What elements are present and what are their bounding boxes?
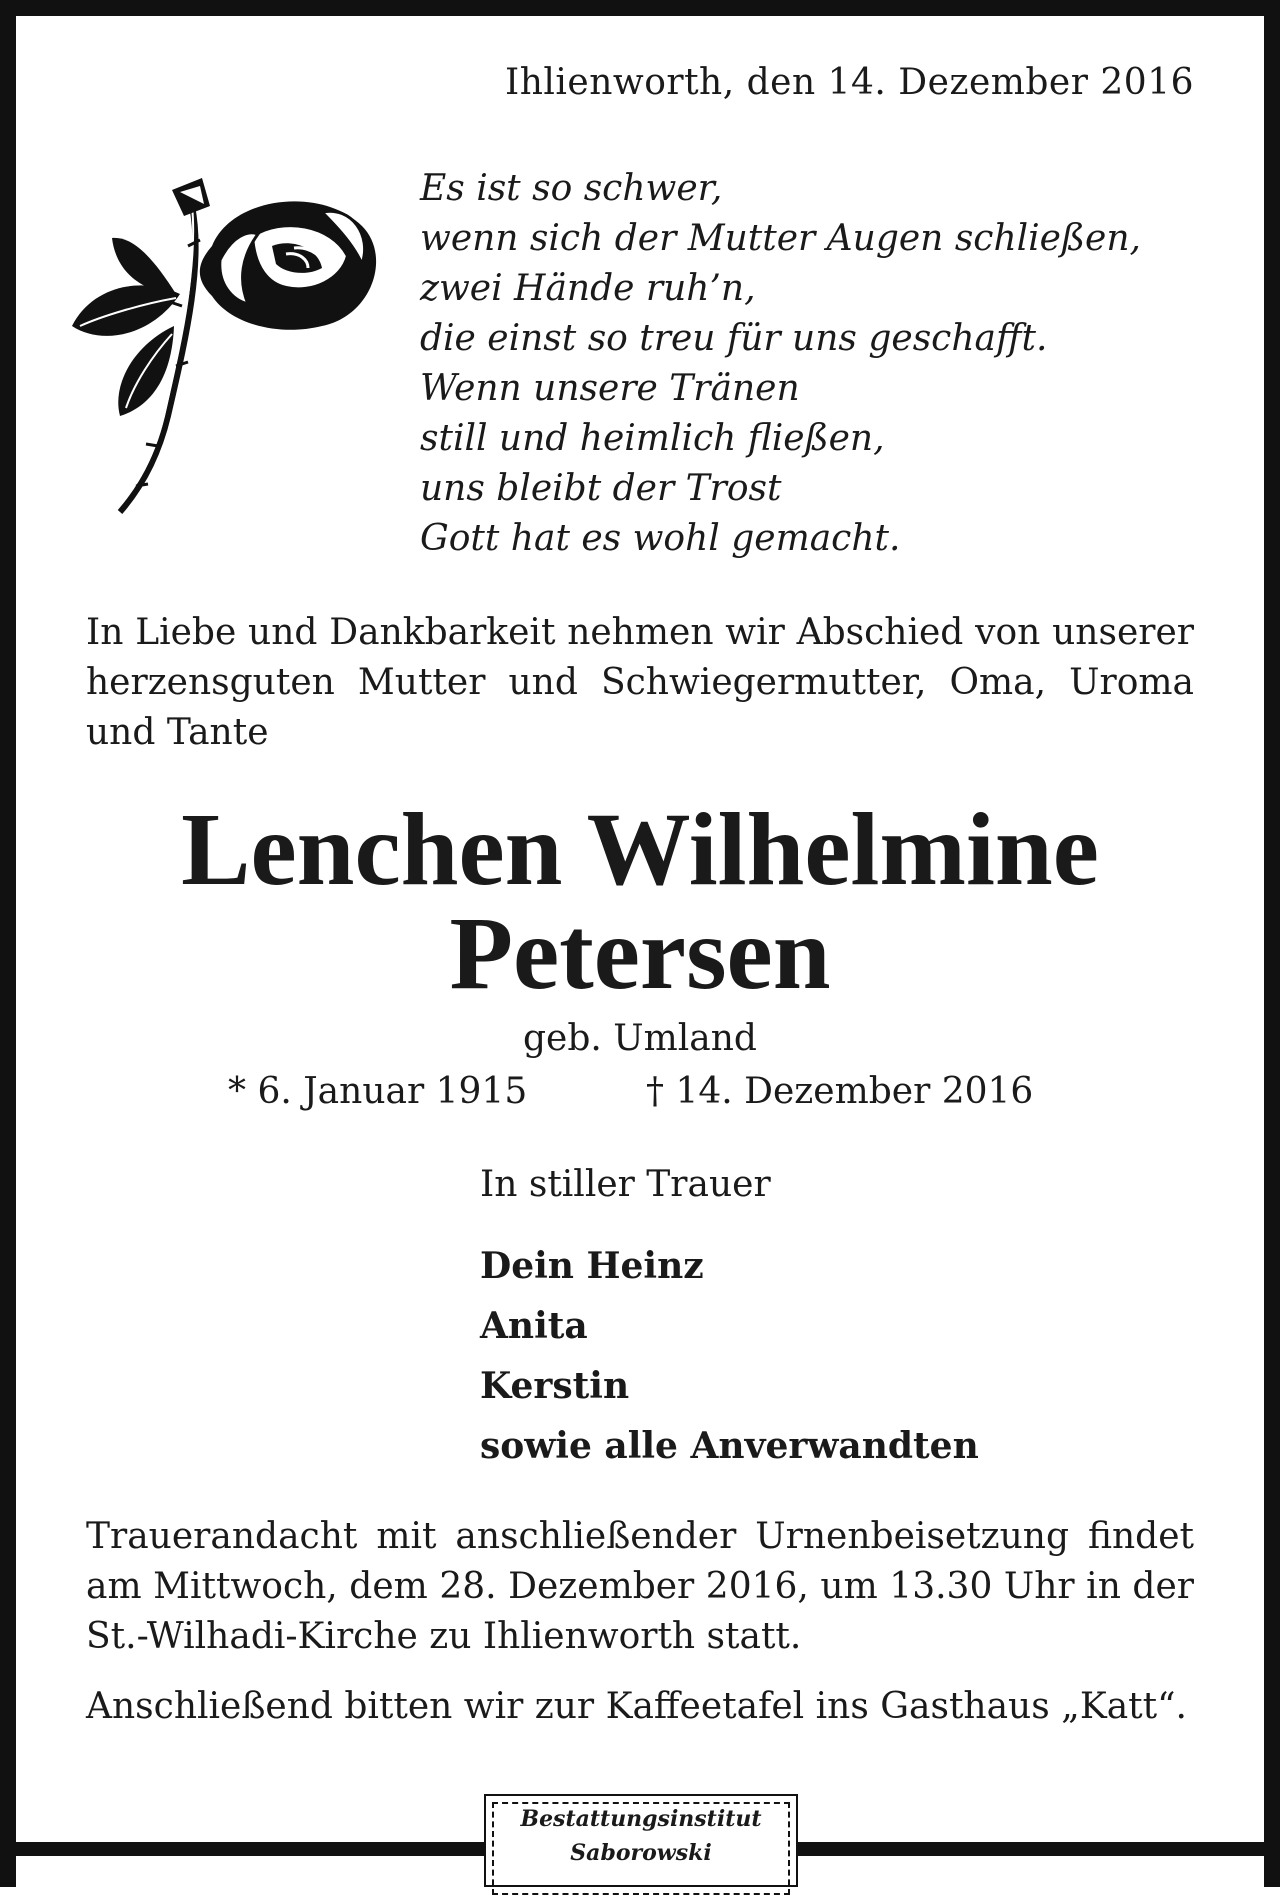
birth-date: * 6. Januar 1915 (228, 1071, 528, 1112)
deceased-name-line1: Lenchen Wilhelmine (181, 792, 1099, 907)
service-notice: Trauerandacht mit anschließender Urnenbeisetzung findet am Mittwoch, dem 28. Dezember 2016, um 13.30 Uhr in der St.-Wilhadi-Kirche zu Ihlienworth statt. (86, 1516, 1194, 1657)
rose-icon (72, 176, 384, 516)
poem-line: Es ist so schwer, (420, 168, 723, 209)
funeral-home-stamp (484, 1794, 798, 1887)
deceased-name (0, 792, 1280, 1011)
poem-line: zwei Hände ruh’n, (420, 268, 756, 309)
mourner-name: sowie alle Anverwandten (480, 1425, 979, 1467)
poem-line: uns bleibt der Trost (420, 468, 782, 509)
poem-line: still und heimlich fließen, (420, 418, 885, 459)
mourner-name: Dein Heinz (480, 1245, 704, 1287)
reception-notice: Anschließend bitten wir zur Kaffeetafel ins Gasthaus „Katt“. (86, 1686, 1187, 1727)
place-date: Ihlienworth, den 14. Dezember 2016 (504, 62, 1194, 103)
death-date: † 14. Dezember 2016 (646, 1071, 1034, 1112)
mourner-name: Kerstin (480, 1365, 630, 1407)
maiden-name: geb. Umland (523, 1018, 757, 1059)
mourning-heading: In stiller Trauer (480, 1164, 771, 1205)
poem-line: die einst so treu für uns geschafft. (420, 318, 1048, 359)
mourners-list (480, 1236, 979, 1476)
funeral-home-line2: Saborowski (570, 1840, 712, 1866)
poem (420, 164, 1141, 564)
poem-line: Gott hat es wohl gemacht. (420, 518, 901, 559)
poem-line: Wenn unsere Tränen (420, 368, 800, 409)
intro-paragraph: In Liebe und Dankbarkeit nehmen wir Abschied von unserer herzensguten Mutter und Schwiegermutter, Oma, Uroma und Tante (86, 612, 1194, 753)
funeral-home-line1: Bestattungsinstitut (520, 1806, 762, 1832)
deceased-name-line2: Petersen (449, 896, 831, 1011)
poem-line: wenn sich der Mutter Augen schließen, (420, 218, 1141, 259)
mourner-name: Anita (480, 1305, 588, 1347)
